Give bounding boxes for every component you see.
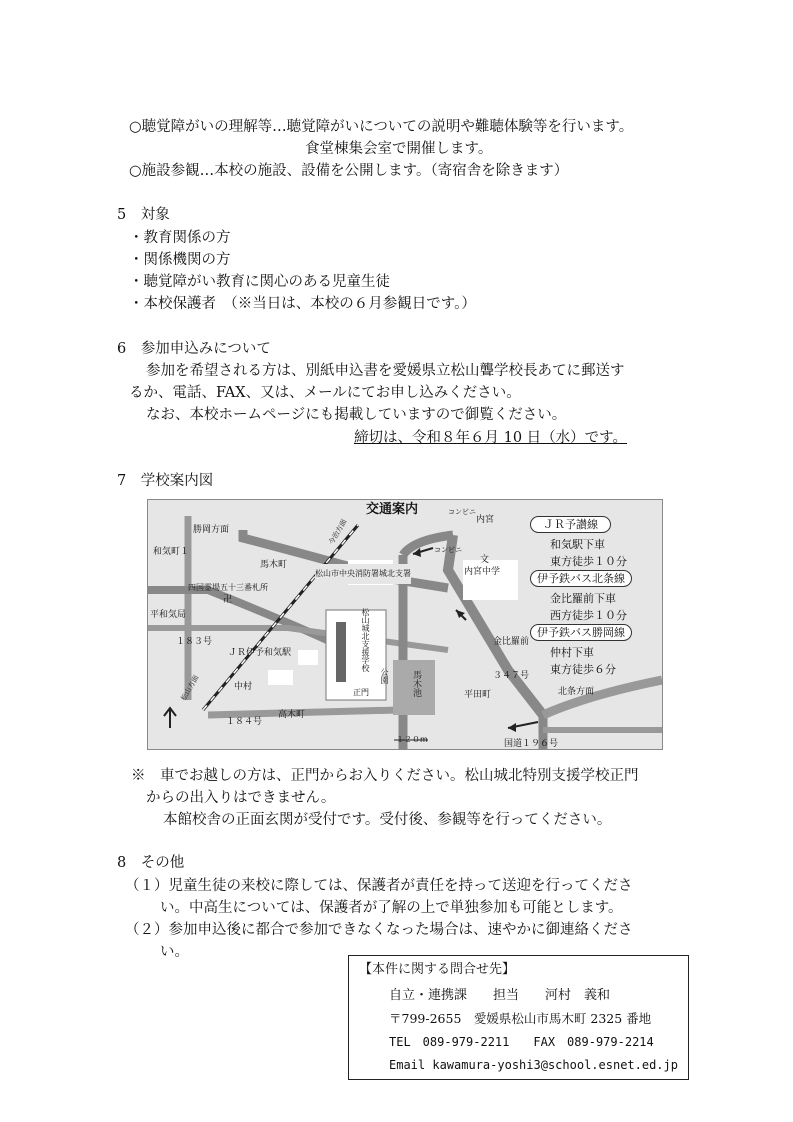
section-8-heading: 8 その他: [117, 855, 185, 871]
map-label: 馬木町: [260, 560, 288, 570]
car-access-note: からの出入りはできません。: [146, 790, 336, 806]
map-label: コンビニ: [448, 508, 476, 516]
map-label: １２０m: [396, 735, 428, 744]
route-line-hojo: 伊予鉄バス北条線: [530, 570, 632, 587]
contact-phone-fax: TEL 089-979-2211 FAX 089-979-2214: [389, 1035, 654, 1049]
map-label: 正門: [353, 688, 369, 697]
map-label: ３４７号: [493, 671, 530, 681]
homepage-note: なお、本校ホームページにも掲載していますので御覧ください。: [146, 407, 567, 423]
contact-title: 【本件に関する問合せ先】: [359, 962, 516, 977]
map-label: 公園: [380, 668, 389, 684]
section-7-heading: 7 学校案内図: [117, 473, 214, 489]
temple-symbol: 卍: [223, 595, 233, 605]
map-label: １８４号: [226, 717, 263, 727]
target-item: ・教育関係の方: [129, 230, 231, 246]
map-label: 勝岡方面: [193, 525, 230, 535]
map-label: 内宮: [476, 515, 495, 525]
program-tour-line: ○施設参観…本校の施設、設備を公開します。（寄宿舎を除きます）: [129, 163, 569, 179]
route-line-jr: ＪＲ予讃線: [530, 516, 611, 533]
route-walk: 東方徒歩６分: [550, 663, 616, 676]
target-item: ・関係機関の方: [129, 252, 231, 268]
contact-email[interactable]: Email kawamura-yoshi3@school.esnet.ed.jp: [389, 1058, 678, 1072]
route-line-katsuoka: 伊予鉄バス勝岡線: [530, 624, 632, 641]
car-access-note: ※ 車でお越しの方は、正門からお入りください。松山城北特別支援学校正門: [131, 768, 639, 784]
map-label: 北条方面: [558, 687, 595, 697]
program-venue-line: 食堂棟集会室で開催します。: [305, 141, 493, 157]
reception-note: 本館校舎の正面玄関が受付です。受付後、参観等を行ってください。: [163, 812, 612, 828]
map-label: 国道１９６号: [504, 739, 559, 749]
route-walk: 東方徒歩１０分: [550, 555, 627, 568]
map-label: 金比羅前: [493, 637, 530, 647]
map-title: 交通案内: [366, 500, 418, 520]
other-item-2: （２）参加申込後に都合で参加できなくなった場合は、速やかに御連絡くださ: [125, 922, 633, 938]
map-label: 高木町: [278, 710, 306, 720]
route-stop: 仲村下車: [550, 646, 594, 659]
map-label: 松山方面: [179, 673, 201, 703]
other-item-1: （１）児童生徒の来校に際しては、保護者が責任を持って送迎を行ってくださ: [125, 878, 633, 894]
map-label: 和気町１: [153, 547, 190, 557]
map-label: ＪＲ伊予和気駅: [228, 648, 292, 658]
contact-address: 〒799-2655 愛媛県松山市馬木町 2325 番地: [389, 1011, 652, 1026]
map-label: 馬木池: [411, 670, 421, 697]
map-label: 今治方面: [327, 517, 349, 547]
map-label: 平田町: [464, 690, 492, 700]
route-walk: 西方徒歩１０分: [550, 609, 627, 622]
deadline-text: 締切は、令和８年６月 10 日（水）です。: [354, 430, 628, 446]
program-hearing-line: ○聴覚障がいの理解等…聴覚障がいについての説明や難聴体験等を行います。: [129, 119, 634, 135]
map-label: 内宮中学: [464, 567, 501, 577]
other-item-2-cont: い。: [160, 944, 189, 960]
map-label: コンビニ: [434, 546, 462, 554]
application-text: 参加を希望される方は、別紙申込書を愛媛県立松山聾学校長あてに郵送す: [146, 363, 625, 379]
application-text: るか、電話、FAX、又は、メールにてお申し込みください。: [129, 385, 521, 401]
map-label: 中村: [234, 682, 253, 692]
map-label: 四国霊場五十三番札所: [188, 583, 268, 592]
other-item-1-cont: い。中高生については、保護者が了解の上で単独参加も可能とします。: [160, 900, 623, 916]
target-item: ・本校保護者 （※当日は、本校の６月参観日です。）: [129, 296, 476, 312]
map-label: 松山城北支援学校: [361, 608, 370, 672]
map-label: １８３号: [176, 637, 213, 647]
contact-department: 自立・連携課 担当 河村 義和: [389, 988, 611, 1003]
map-label: 松山市中央消防署城北支署: [315, 564, 411, 584]
target-item: ・聴覚障がい教育に関心のある児童生徒: [129, 274, 390, 290]
map-label: 文: [480, 555, 490, 565]
section-5-heading: 5 対象: [117, 207, 170, 223]
map-label: 平和気局: [150, 610, 187, 620]
section-6-heading: 6 参加申込みについて: [117, 341, 271, 357]
contact-box: [348, 955, 689, 1080]
school-access-map: [147, 499, 663, 750]
route-stop: 金比羅前下車: [550, 592, 616, 605]
route-stop: 和気駅下車: [550, 538, 605, 551]
